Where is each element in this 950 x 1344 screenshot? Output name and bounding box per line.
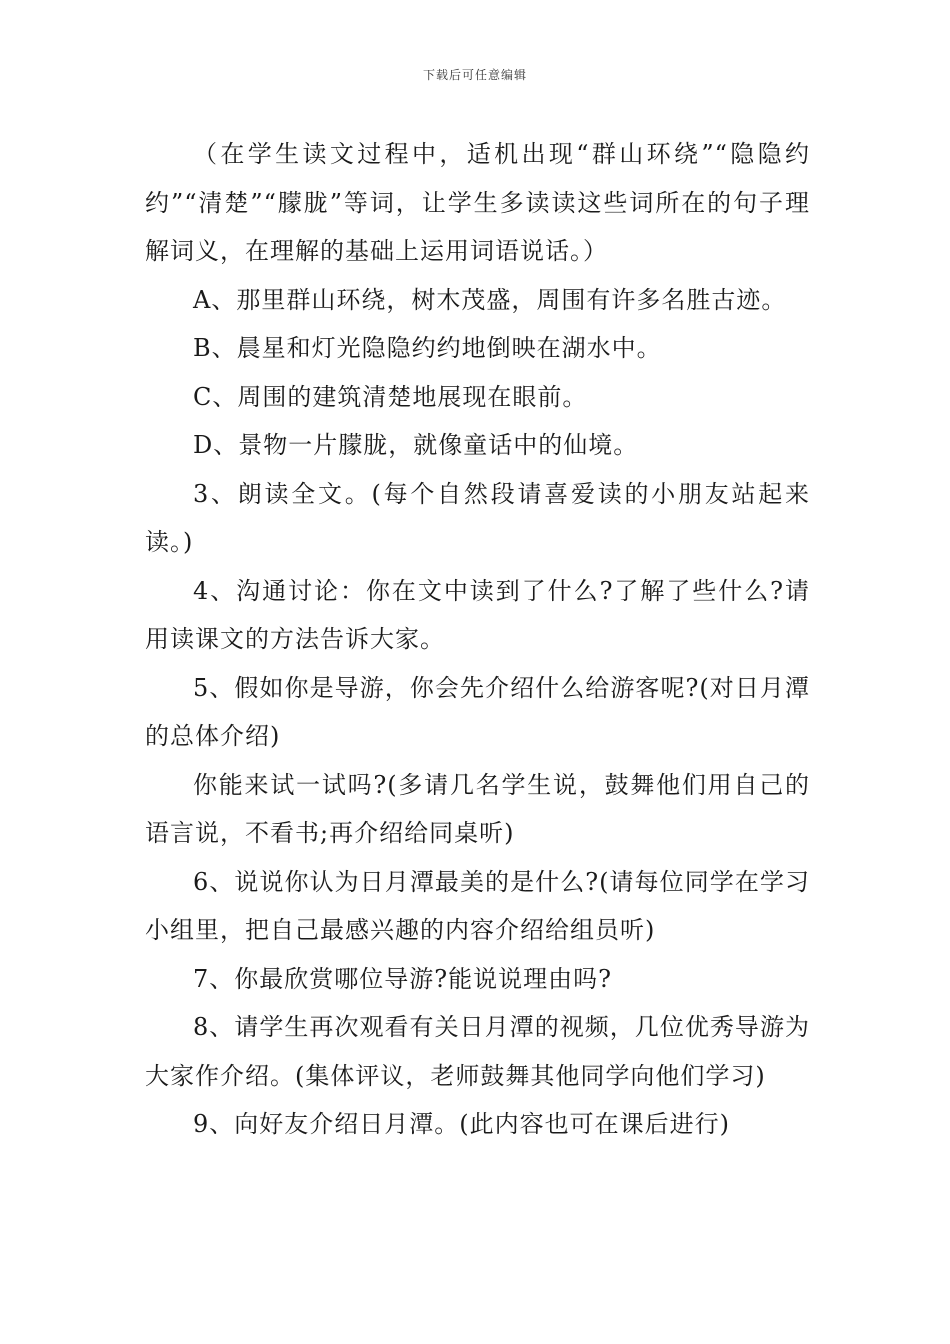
paragraph-step-5: 5、假如你是导游，你会先介绍什么给游客呢?(对日月潭的总体介绍) [145, 673, 810, 750]
paragraph-step-7: 7、你最欣赏哪位导游?能说说理由吗? [193, 964, 613, 993]
paragraph-step-3: 3、朗读全文。(每个自然段请喜爱读的小朋友站起来读。) [145, 479, 810, 556]
paragraph-step-6: 6、说说你认为日月潭最美的是什么?(请每位同学在学习小组里，把自己最感兴趣的内容介绍给组员听) [145, 867, 810, 944]
paragraph-step-5-followup: 你能来试一试吗?(多请几名学生说，鼓舞他们用自己的语言说，不看书;再介绍给同桌听) [145, 770, 810, 847]
paragraph-step-4: 4、沟通讨论：你在文中读到了什么?了解了些什么?请用读课文的方法告诉大家。 [145, 576, 810, 653]
paragraph-step-8: 8、请学生再次观看有关日月潭的视频，几位优秀导游为大家作介绍。(集体评议，老师鼓舞其他同学向他们学习) [145, 1013, 810, 1090]
paragraph-intro: （在学生读文过程中，适机出现“群山环绕”“隐隐约约”“清楚”“朦胧”等词，让学生多读读这些词所在的句子理解词义，在理解的基础上运用词语说话。） [145, 140, 810, 265]
paragraph-step-9: 9、向好友介绍日月潭。(此内容也可在课后进行) [193, 1110, 730, 1138]
paragraph-example-a: A、那里群山环绕，树木茂盛，周围有许多名胜古迹。 [193, 285, 787, 314]
page-header-note: 下载后可任意编辑 [422, 68, 527, 82]
paragraph-example-b: B、晨星和灯光隐隐约约地倒映在湖水中。 [193, 334, 662, 362]
paragraph-example-c: C、周围的建筑清楚地展现在眼前。 [193, 382, 588, 411]
document-body [145, 130, 810, 1149]
paragraph-example-d: D、景物一片朦胧，就像童话中的仙境。 [193, 431, 639, 459]
